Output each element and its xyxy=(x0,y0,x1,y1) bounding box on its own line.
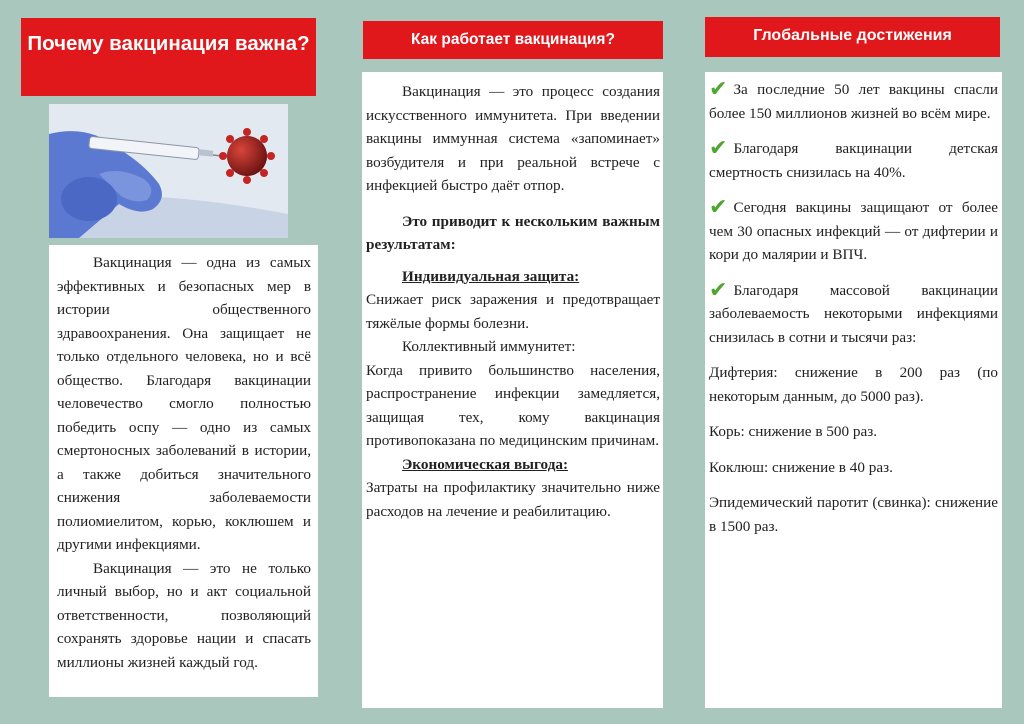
stat-pertussis: Коклюш: снижение в 40 раз. xyxy=(709,458,893,476)
col2-intro: Вакцинация — это процесс создания искусственного иммунитета. При введении вакцины иммунная система «запоминает» возбудителя и при реальной встрече с инфекцией быстро даёт отпор. xyxy=(366,83,660,194)
achievement-3-text: Сегодня вакцины защищают от более чем 30 опасных инфекций — от дифтерии и кори до малярии и ВПЧ. xyxy=(709,199,998,263)
col1-panel xyxy=(49,245,318,697)
col3-title xyxy=(705,17,1000,57)
col2-title xyxy=(363,21,663,59)
stat-mumps: Эпидемический паротит (свинка): снижение в 1500 раз. xyxy=(709,494,998,535)
col1-title-text: Почему вакцинация важна? xyxy=(27,32,310,55)
col2-results-heading: Это приводит к нескольким важным результатам: xyxy=(366,212,660,253)
individual-protection-heading: Индивидуальная защита: xyxy=(402,267,580,285)
check-icon: ✔ xyxy=(709,136,728,161)
achievement-4 xyxy=(709,279,998,350)
check-icon: ✔ xyxy=(709,277,728,303)
stat-measles: Корь: снижение в 500 раз. xyxy=(709,423,878,440)
economic-benefit-text: Затраты на профилактику значительно ниже расходов на лечение и реабилитацию. xyxy=(366,479,660,520)
col2-panel xyxy=(362,72,663,708)
individual-protection-text: Снижает риск заражения и предотвращает тяжёлые формы болезни. xyxy=(366,291,660,332)
check-icon: ✔ xyxy=(709,195,728,220)
syringe-virus-illustration xyxy=(49,104,288,238)
col2-title-text: Как работает вакцинация? xyxy=(411,31,615,48)
achievement-1 xyxy=(709,78,998,125)
achievement-4-text: Благодаря массовой вакцинации заболеваемость некоторыми инфекциями снизилась в сотни и тысячи раз: xyxy=(709,281,998,346)
col1-title xyxy=(21,18,316,96)
col1-paragraph-1: Вакцинация — одна из самых эффективных и безопасных мер в истории общественного здравоохранения. Она защищает не только отдельного человека, но и всё общество. Благодаря вакцинации человечество смогло полностью победить оспу — одно из самых смертоносных заболеваний в истории, а также добиться значительного снижения заболеваемости полиомиелитом, корью, коклюшем и другими инфекциями. xyxy=(57,254,311,553)
col3-panel xyxy=(705,72,1002,708)
col1-paragraph-2: Вакцинация — это не только личный выбор, но и акт социальной ответственности, позволяющий сохранять здоровье нации и спасать миллионы жизней каждый год. xyxy=(57,559,311,671)
stat-diphtheria: Дифтерия: снижение в 200 раз (по некоторым данным, до 5000 раз). xyxy=(709,364,998,405)
vaccine-photo xyxy=(49,104,288,238)
collective-immunity-text: Когда привито большинство населения, распространение инфекции замедляется, защищая тех, кому вакцинация противопоказана по медицинским причинам. xyxy=(366,361,660,449)
collective-immunity-heading: Коллективный иммунитет: xyxy=(402,338,576,355)
achievement-3 xyxy=(709,196,998,267)
achievement-2 xyxy=(709,137,998,184)
col3-title-text: Глобальные достижения xyxy=(753,27,952,44)
check-icon: ✔ xyxy=(709,77,728,102)
economic-benefit-heading: Экономическая выгода: xyxy=(402,455,569,473)
achievement-2-text: Благодаря вакцинации детская смертность снизилась на 40%. xyxy=(709,140,998,181)
achievement-1-text: За последние 50 лет вакцины спасли более 150 миллионов жизней во всём мире. xyxy=(709,81,998,122)
